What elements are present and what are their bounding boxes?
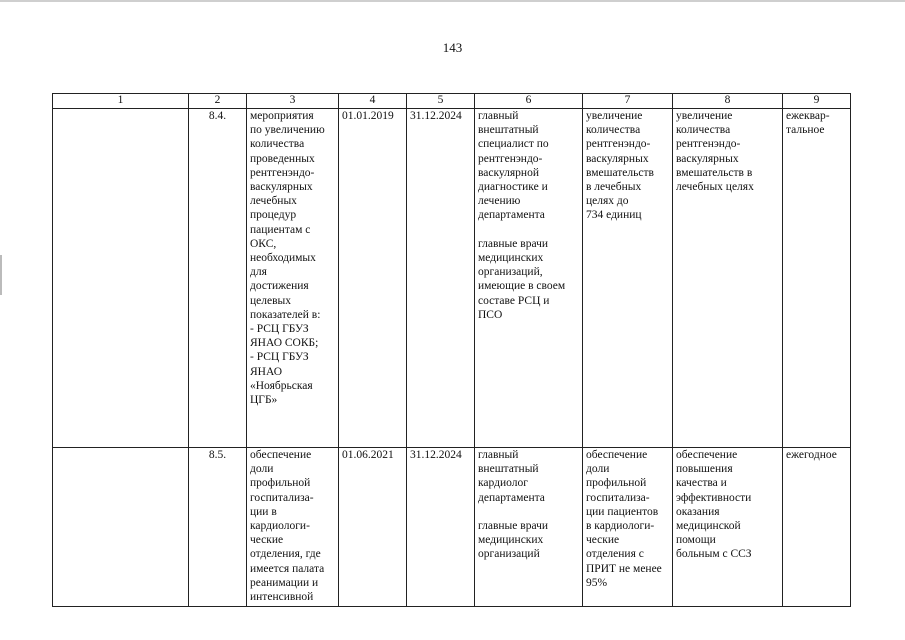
cell-item-number: 8.4.	[189, 109, 247, 448]
table-row	[53, 448, 851, 607]
cell-end-date: 31.12.2024	[407, 448, 475, 607]
col-header-7: 7	[583, 94, 673, 109]
col-header-8: 8	[673, 94, 783, 109]
cell-responsible: главный внештатный специалист по рентгенэндо- васкулярной диагностике и лечению департамента главные врачи медицинских организаций, имеющие в своем составе РСЦ и ПСО	[475, 109, 583, 448]
cell-result: обеспечение доли профильной госпитализа- ции пациентов в кардиологи- ческие отделения с ПРИТ не менее 95%	[583, 448, 673, 607]
cell-result: увеличение количества рентгенэндо- васкулярных вмешательств в лечебных целях до 734 единиц	[583, 109, 673, 448]
cell-item-number: 8.5.	[189, 448, 247, 607]
plan-table	[52, 93, 851, 607]
page-number: 143	[442, 40, 463, 55]
cell-frequency: ежеквар- тальное	[783, 109, 851, 448]
cell-start-date: 01.06.2021	[339, 448, 407, 607]
cell-indicator: увеличение количества рентгенэндо- васкулярных вмешательств в лечебных целях	[673, 109, 783, 448]
cell-responsible: главный внештатный кардиолог департамента главные врачи медицинских организаций	[475, 448, 583, 607]
cell-end-date: 31.12.2024	[407, 109, 475, 448]
cell-indicator: обеспечение повышения качества и эффективности оказания медицинской помощи больным с ССЗ	[673, 448, 783, 607]
col-header-5: 5	[407, 94, 475, 109]
scan-artifact-left	[0, 255, 2, 295]
cell-frequency: ежегодное	[783, 448, 851, 607]
col-header-3: 3	[247, 94, 339, 109]
cell-start-date: 01.01.2019	[339, 109, 407, 448]
col-header-6: 6	[475, 94, 583, 109]
cell-activity: обеспечение доли профильной госпитализа- ции в кардиологи- ческие отделения, где имеется палата реанимации и интенсивной	[247, 448, 339, 607]
cell-activity: мероприятия по увеличению количества проведенных рентгенэндо- васкулярных лечебных процедур пациентам с ОКС, необходимых для достижения целевых показателей в: - РСЦ ГБУЗ ЯНАО СОКБ; - РСЦ ГБУЗ ЯНАО «Ноябрьская ЦГБ»	[247, 109, 339, 448]
table-row	[53, 109, 851, 448]
header-row	[53, 94, 851, 109]
col-header-2: 2	[189, 94, 247, 109]
col-header-1: 1	[53, 94, 189, 109]
scan-artifact-top	[0, 0, 905, 2]
cell-col1	[53, 448, 189, 607]
col-header-4: 4	[339, 94, 407, 109]
col-header-9: 9	[783, 94, 851, 109]
cell-col1	[53, 109, 189, 448]
